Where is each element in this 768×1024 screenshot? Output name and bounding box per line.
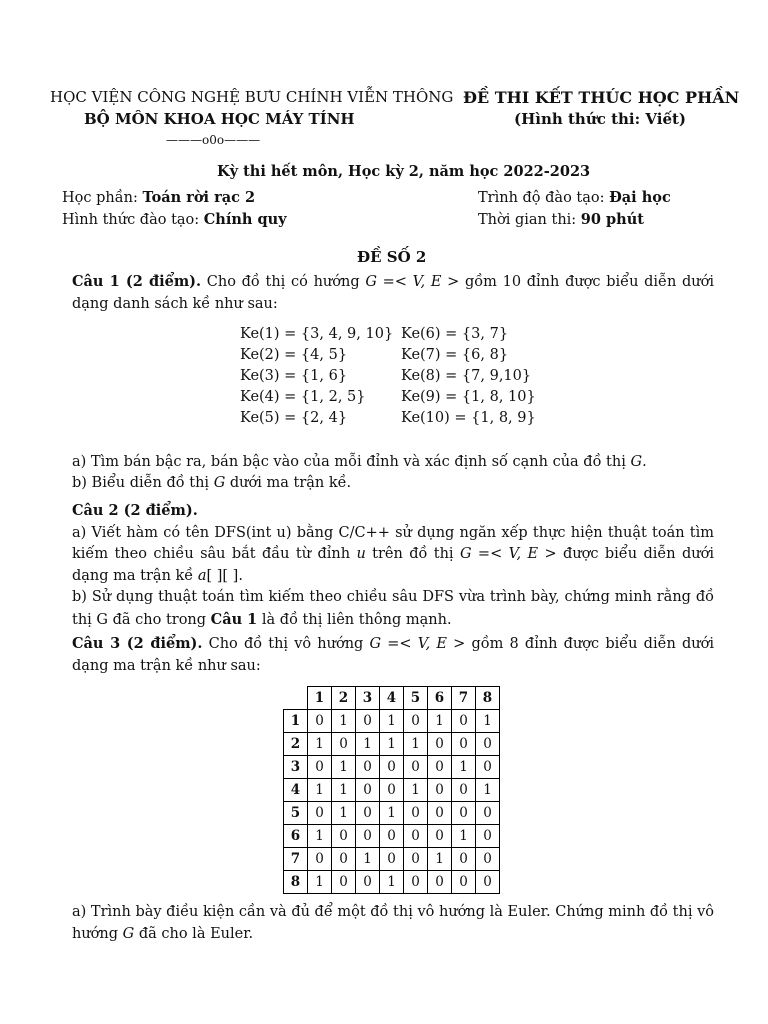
ke-3: Ke(3) = {1, 6} — [240, 368, 348, 384]
matrix-col-header: 1 — [308, 687, 332, 710]
matrix-cell: 1 — [356, 848, 380, 871]
matrix-cell: 0 — [308, 756, 332, 779]
matrix-cell: 1 — [356, 733, 380, 756]
q3-graph: G =< V, E > — [369, 636, 466, 652]
q1-part-b — [72, 473, 714, 495]
matrix-row — [284, 848, 500, 871]
q2-title: Câu 2 (2 điểm). — [72, 502, 198, 519]
course-value: Toán rời rạc 2 — [142, 189, 256, 206]
matrix-cell: 0 — [476, 802, 500, 825]
matrix-row — [284, 733, 500, 756]
course-info — [62, 187, 255, 209]
q3-a-var: G — [122, 925, 135, 942]
q3-part-a — [72, 902, 714, 945]
time-label: Thời gian thi: — [478, 212, 581, 228]
department-name: BỘ MÔN KHOA HỌC MÁY TÍNH — [84, 110, 355, 128]
matrix-cell: 1 — [428, 710, 452, 733]
question-3 — [72, 633, 714, 677]
q1-graph: G =< V, E > — [365, 274, 460, 290]
matrix-col-header: 5 — [404, 687, 428, 710]
level-label: Trình độ đào tạo: — [478, 190, 610, 206]
q3-intro-b: gồm 8 đỉnh được biểu diễn dưới dạng ma trận kề như sau: — [72, 636, 714, 674]
mode-label: Hình thức đào tạo: — [62, 212, 204, 228]
q3-title: Câu 3 (2 điểm). — [72, 635, 203, 652]
matrix-row-header: 7 — [284, 848, 308, 871]
level-info — [478, 187, 671, 209]
q2-a-arr: a — [197, 567, 207, 584]
matrix-cell: 1 — [476, 779, 500, 802]
mode-value: Chính quy — [203, 211, 287, 228]
matrix-row-header: 3 — [284, 756, 308, 779]
matrix-col-header: 6 — [428, 687, 452, 710]
ke-5: Ke(5) = {2, 4} — [240, 410, 348, 426]
matrix-row-header: 1 — [284, 710, 308, 733]
level-value: Đại học — [609, 189, 671, 206]
matrix-col-header: 4 — [380, 687, 404, 710]
matrix-cell: 0 — [332, 733, 356, 756]
matrix-row — [284, 779, 500, 802]
matrix-cell: 0 — [428, 779, 452, 802]
matrix-cell: 0 — [452, 802, 476, 825]
question-1 — [72, 271, 714, 315]
matrix-cell: 1 — [380, 733, 404, 756]
matrix-cell: 0 — [404, 802, 428, 825]
q1-intro-a: Cho đồ thị có hướng — [201, 274, 366, 290]
matrix-row-header: 4 — [284, 779, 308, 802]
matrix-cell: 0 — [476, 871, 500, 894]
matrix-cell: 0 — [356, 825, 380, 848]
matrix-cell: 0 — [356, 802, 380, 825]
matrix-row — [284, 871, 500, 894]
exam-number: ĐỀ SỐ 2 — [357, 248, 427, 266]
q1-a-end: . — [642, 454, 647, 470]
matrix-cell: 0 — [452, 733, 476, 756]
matrix-col-header: 3 — [356, 687, 380, 710]
matrix-cell: 0 — [452, 779, 476, 802]
matrix-row — [284, 756, 500, 779]
q2-a-2: trên đồ thị — [365, 546, 460, 562]
matrix-cell: 0 — [380, 848, 404, 871]
matrix-cell: 0 — [332, 871, 356, 894]
question-2 — [72, 500, 714, 631]
matrix-cell: 1 — [380, 710, 404, 733]
ke-10: Ke(10) = {1, 8, 9} — [401, 410, 536, 426]
matrix-cell: 1 — [380, 871, 404, 894]
q1-b-text: b) Biểu diễn đồ thị — [72, 475, 214, 491]
matrix-corner — [284, 687, 308, 710]
matrix-cell: 0 — [404, 871, 428, 894]
matrix-cell: 0 — [308, 848, 332, 871]
ke-1: Ke(1) = {3, 4, 9, 10} — [240, 326, 394, 342]
ke-9: Ke(9) = {1, 8, 10} — [401, 389, 536, 405]
matrix-cell: 0 — [380, 756, 404, 779]
ke-6: Ke(6) = {3, 7} — [401, 326, 509, 342]
q2-a-1: a) Viết hàm có tên DFS(int u) bằng C/C++ sử dụng ngăn xếp thực hiện thuật toán tìm kiếm theo chiều sâu bắt đầu từ đỉnh — [72, 524, 714, 562]
matrix-cell: 1 — [332, 779, 356, 802]
matrix-cell: 0 — [476, 733, 500, 756]
q3-a-1: a) Trình bày điều kiện cần và đủ để một đồ thị vô hướng là Euler. Chứng minh đồ thị vô hướng — [72, 904, 714, 942]
ke-7: Ke(7) = {6, 8} — [401, 347, 509, 363]
ke-4: Ke(4) = {1, 2, 5} — [240, 389, 366, 405]
matrix-cell: 0 — [428, 871, 452, 894]
q1-part-a — [72, 452, 714, 474]
mode-info — [62, 209, 287, 231]
matrix-cell: 1 — [332, 802, 356, 825]
q3-a-2: đã cho là Euler. — [134, 925, 254, 942]
course-label: Học phần: — [62, 190, 143, 206]
matrix-cell: 1 — [308, 733, 332, 756]
adjacency-list-right — [401, 324, 536, 429]
matrix-cell: 0 — [452, 710, 476, 733]
matrix-cell: 0 — [356, 710, 380, 733]
q3-intro-a: Cho đồ thị vô hướng — [202, 636, 370, 652]
matrix-cell: 0 — [428, 756, 452, 779]
adjacency-matrix — [283, 686, 500, 894]
exam-session: Kỳ thi hết môn, Học kỳ 2, năm học 2022-2023 — [217, 163, 591, 180]
matrix-cell: 0 — [404, 710, 428, 733]
q1-b-var: G — [213, 475, 226, 491]
ke-2: Ke(2) = {4, 5} — [240, 347, 348, 363]
matrix-cell: 0 — [404, 848, 428, 871]
q2-b-1: b) Sử dụng thuật toán tìm kiếm theo chiều sâu DFS vừa trình bày, chứng minh rằng đồ thị G đã cho trong — [72, 589, 714, 628]
matrix-cell: 0 — [308, 802, 332, 825]
matrix-cell: 1 — [308, 779, 332, 802]
header-separator: ———o0o——— — [166, 133, 261, 147]
matrix-cell: 0 — [428, 825, 452, 848]
matrix-cell: 0 — [380, 825, 404, 848]
matrix-row-header: 5 — [284, 802, 308, 825]
exam-title: ĐỀ THI KẾT THÚC HỌC PHẦN — [463, 88, 740, 107]
time-info — [478, 209, 644, 231]
matrix-cell: 1 — [332, 710, 356, 733]
q1-title: Câu 1 (2 điểm). — [72, 273, 202, 290]
matrix-header-row — [284, 687, 500, 710]
matrix-cell: 1 — [380, 802, 404, 825]
matrix-row — [284, 802, 500, 825]
matrix-cell: 0 — [356, 779, 380, 802]
matrix-cell: 1 — [308, 825, 332, 848]
matrix-row-header: 6 — [284, 825, 308, 848]
q2-b-2: là đồ thị liên thông mạnh. — [257, 611, 452, 628]
q2-b-bold: Câu 1 — [210, 610, 258, 628]
adjacency-list-left — [240, 324, 393, 429]
matrix-cell: 0 — [308, 710, 332, 733]
matrix-cell: 0 — [452, 871, 476, 894]
q1-intro-b: gồm 10 đỉnh được biểu diễn dưới dạng danh sách kề như sau: — [72, 274, 714, 312]
q2-a-var: u — [356, 546, 366, 562]
matrix-row — [284, 710, 500, 733]
matrix-col-header: 7 — [452, 687, 476, 710]
q1-a-text: a) Tìm bán bậc ra, bán bậc vào của mỗi đỉnh và xác định số cạnh của đồ thị — [72, 454, 631, 470]
matrix-cell: 1 — [452, 825, 476, 848]
ke-8: Ke(8) = {7, 9,10} — [401, 368, 532, 384]
matrix-col-header: 8 — [476, 687, 500, 710]
q1-b-end: dưới ma trận kề. — [225, 475, 352, 491]
matrix-cell: 0 — [380, 779, 404, 802]
matrix-row-header: 8 — [284, 871, 308, 894]
matrix-cell: 1 — [404, 733, 428, 756]
matrix-cell: 1 — [428, 848, 452, 871]
matrix-cell: 0 — [476, 848, 500, 871]
matrix-cell: 0 — [356, 871, 380, 894]
matrix-cell: 0 — [404, 825, 428, 848]
exam-form: (Hình thức thi: Viết) — [514, 110, 687, 128]
institute-name: HỌC VIỆN CÔNG NGHỆ BƯU CHÍNH VIỄN THÔNG — [50, 88, 454, 106]
q2-a-4: [ ][ ]. — [206, 567, 243, 584]
matrix-cell: 0 — [332, 848, 356, 871]
matrix-cell: 1 — [476, 710, 500, 733]
matrix-cell: 0 — [452, 848, 476, 871]
matrix-cell: 0 — [476, 825, 500, 848]
matrix-cell: 0 — [404, 756, 428, 779]
matrix-cell: 0 — [476, 756, 500, 779]
matrix-cell: 0 — [332, 825, 356, 848]
q1-a-var: G — [630, 454, 643, 470]
matrix-cell: 0 — [428, 802, 452, 825]
time-value: 90 phút — [580, 211, 644, 228]
matrix-cell: 1 — [404, 779, 428, 802]
matrix-col-header: 2 — [332, 687, 356, 710]
matrix-cell: 1 — [308, 871, 332, 894]
q2-a-3: được biểu diễn dưới dạng ma trận kề — [72, 546, 715, 584]
matrix-cell: 0 — [356, 756, 380, 779]
matrix-cell: 1 — [332, 756, 356, 779]
matrix-cell: 1 — [452, 756, 476, 779]
q2-a-graph: G =< V, E > — [459, 546, 557, 562]
matrix-row — [284, 825, 500, 848]
matrix-cell: 0 — [428, 733, 452, 756]
matrix-row-header: 2 — [284, 733, 308, 756]
